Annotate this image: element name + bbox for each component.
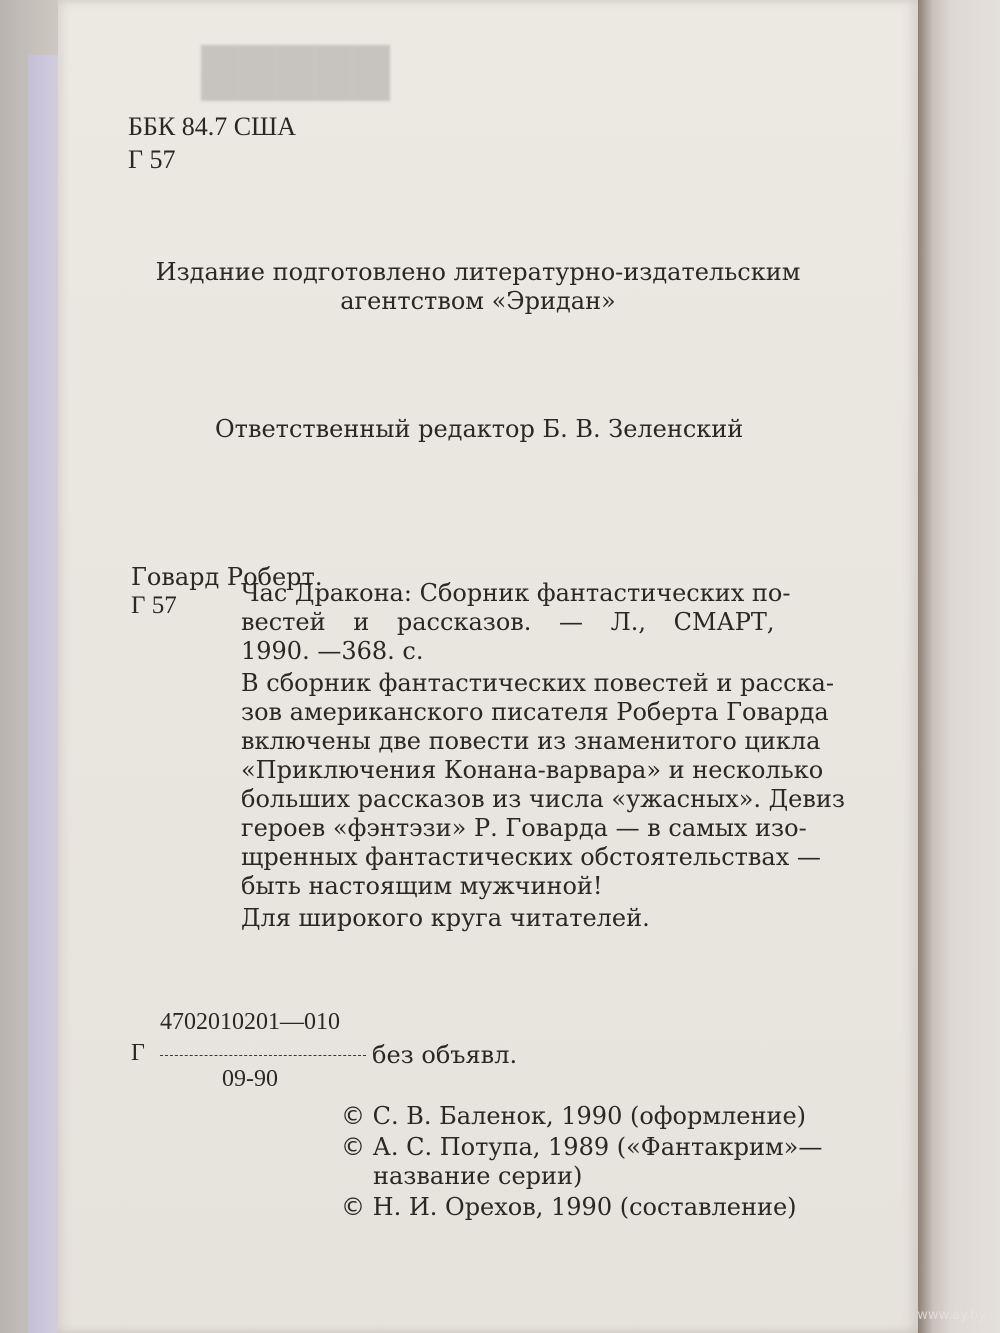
copyright-text: С. В. Баленок, 1990 (оформление)	[372, 1102, 807, 1130]
bleed-through-text: █████	[200, 45, 390, 101]
copyright-line-3	[373, 1162, 582, 1190]
annotation-line-4: «Приключения Конана-варвара» и несколько	[241, 756, 824, 784]
copyright-symbol: ©	[341, 1102, 365, 1130]
annotation-line-7: щренных фантастических обстоятельствах —	[241, 843, 821, 871]
copyright-line-4	[341, 1193, 797, 1221]
copyright-text: название серии)	[373, 1162, 583, 1190]
author-code: Г 57	[128, 145, 176, 174]
price-numerator: 4702010201—010	[160, 1009, 340, 1035]
annotation-line-3: включены две повести из знаменитого цикла	[241, 727, 821, 755]
copyright-line-1	[341, 1102, 806, 1130]
catalog-title-line-2: вестей и рассказов. — Л., СМАРТ,	[241, 608, 775, 636]
annotation-line-2: зов американского писателя Роберта Говарда	[241, 698, 829, 726]
price-note: без объявл.	[372, 1041, 518, 1069]
audience-line: Для широкого круга читателей.	[241, 904, 650, 932]
copyright-line-2	[341, 1133, 822, 1161]
bbk-code: ББК 84.7 США	[128, 112, 297, 141]
site-watermark: www.ay.by	[917, 1308, 986, 1323]
price-letter: Г	[131, 1040, 145, 1066]
annotation-line-8: быть настоящим мужчиной!	[241, 872, 603, 900]
catalog-title-line-3: 1990. —368. с.	[241, 637, 424, 665]
annotation-line-6: героев «фэнтэзи» Р. Говарда — в самых изо-	[241, 814, 807, 842]
price-denominator: 09-90	[222, 1066, 278, 1092]
publisher-note-line-2: агентством «Эридан»	[340, 287, 616, 315]
catalog-author: Говард Роберт.	[131, 563, 323, 591]
copyright-text: А. С. Потупа, 1989 («Фантакрим»—	[372, 1133, 823, 1161]
copyright-symbol: ©	[341, 1133, 365, 1161]
page-right-edge	[918, 0, 1000, 1333]
price-divider	[160, 1055, 366, 1056]
publisher-note-line-1: Издание подготовлено литературно-издательским	[155, 258, 801, 286]
annotation-line-5: больших рассказов из числа «ужасных». Девиз	[241, 785, 845, 813]
catalog-title-line-1: Час Дракона: Сборник фантастических по-	[241, 579, 791, 607]
copyright-symbol: ©	[341, 1193, 365, 1221]
editor-line: Ответственный редактор Б. В. Зеленский	[215, 415, 744, 443]
annotation-line-1: В сборник фантастических повестей и расска-	[241, 669, 834, 697]
copyright-text: Н. И. Орехов, 1990 (составление)	[372, 1193, 797, 1221]
catalog-code: Г 57	[131, 592, 177, 619]
